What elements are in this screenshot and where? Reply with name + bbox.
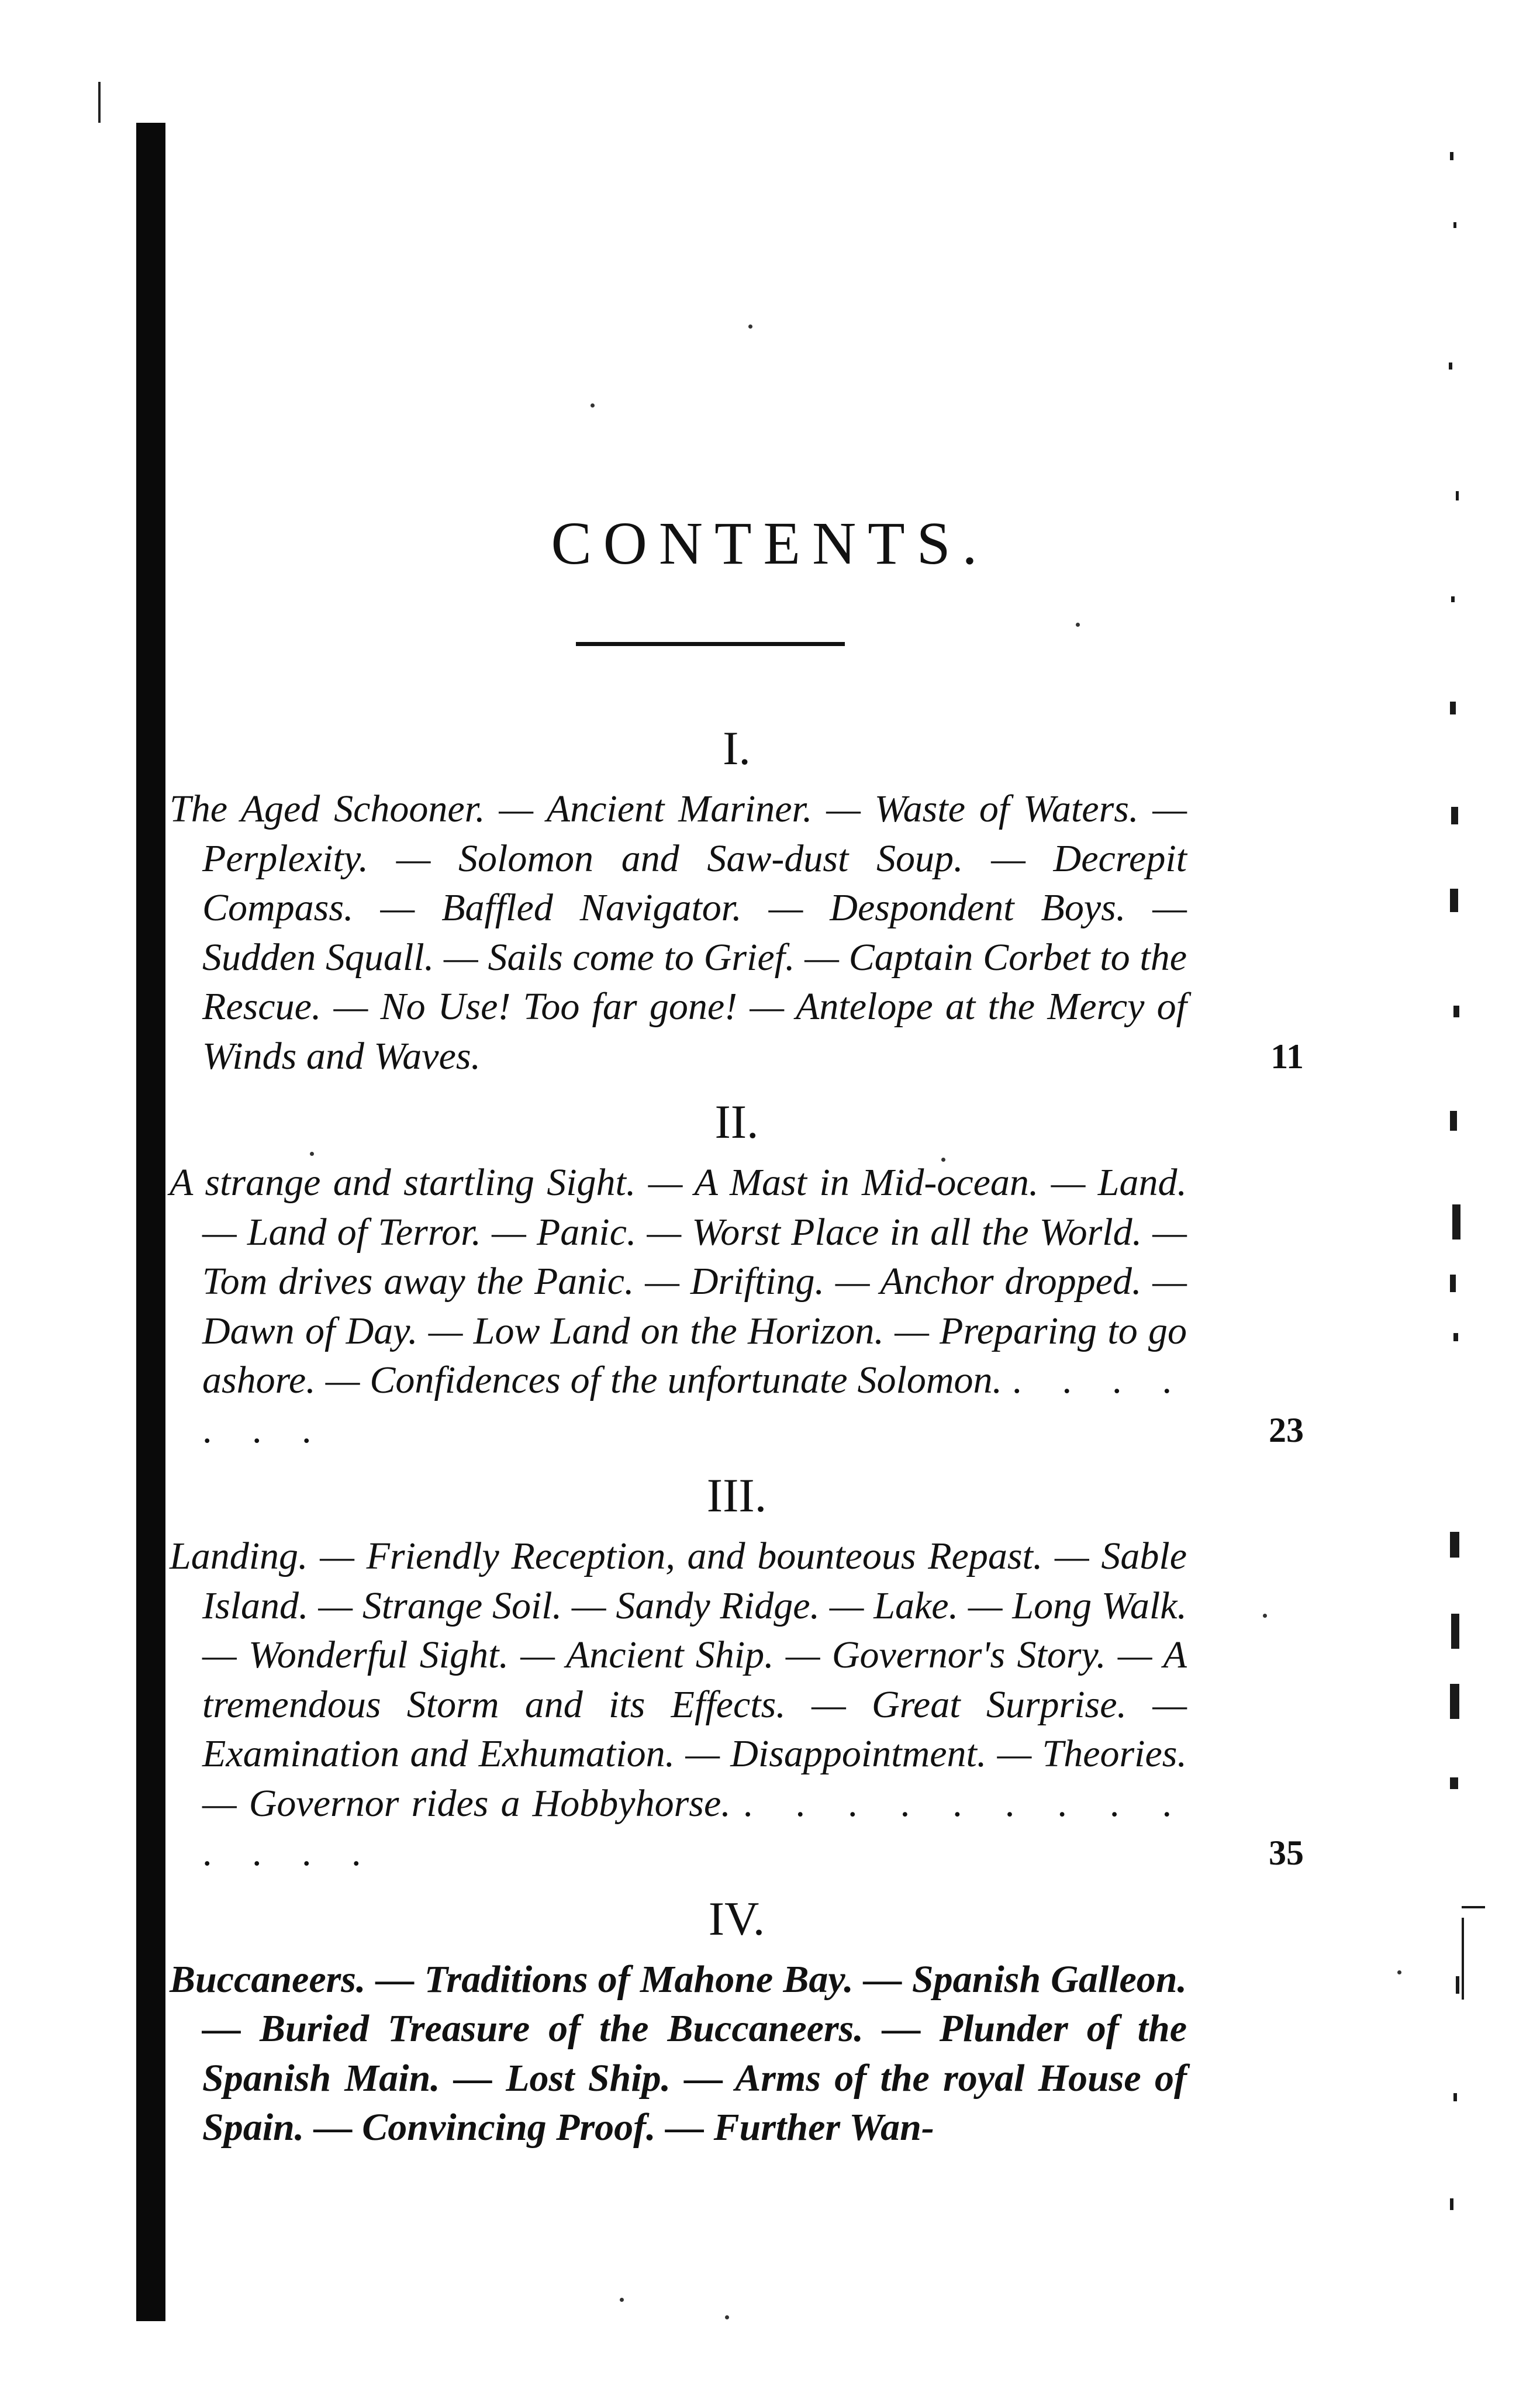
contents-section xyxy=(170,1093,1304,1455)
chapter-synopsis xyxy=(170,1955,1187,2153)
synopsis-text: Buccaneers. — Traditions of Mahone Bay. — Spanish Galleon. — Buried Treasure of the Buccaneers. — Plunder of the Spanish Main. — Lost Ship. — Arms of the royal House of Spain. — Convincing Proof. — Further Wan- xyxy=(170,1957,1187,2149)
synopsis-text: The Aged Schooner. — Ancient Mariner. — Waste of Waters. — Perplexity. — Solomon and Saw-dust Soup. — Decrepit Compass. — Baffled Navigator. — Despondent Boys. — Sudden Squall. — Sails come to Grief. — Captain Corbet to the Rescue. — No Use! Too far gone! — Antelope at the Mercy of Winds and Waves. xyxy=(170,788,1187,1078)
page-number: 35 xyxy=(1269,1834,1304,1872)
contents-list xyxy=(170,719,1304,2164)
chapter-numeral: IV. xyxy=(708,1891,765,1945)
chapter-synopsis xyxy=(170,785,1304,1081)
paper-speck xyxy=(725,2315,729,2319)
binding-edge-mark xyxy=(98,82,101,123)
page-title: CONTENTS. xyxy=(551,510,989,577)
chapter-numeral: II. xyxy=(714,1095,759,1148)
title-rule xyxy=(576,642,845,646)
dot-leaders: . . . . . . . . . . . . . xyxy=(202,1781,1187,1874)
binding-shadow xyxy=(136,123,165,2321)
paper-speck xyxy=(1076,623,1080,627)
page-fore-edge xyxy=(1432,117,1479,2280)
chapter-synopsis xyxy=(170,1532,1304,1878)
contents-section xyxy=(170,719,1304,1081)
chapter-numeral: III. xyxy=(706,1469,767,1522)
page-number: 23 xyxy=(1269,1410,1304,1449)
paper-speck xyxy=(748,324,752,329)
synopsis-text: Landing. — Friendly Reception, and bounteous Repast. — Sable Island. — Strange Soil. — Sandy Ridge. — Lake. — Long Walk. — Wonderful Sight. — Ancient Ship. — Governor's Story. — A tremendous Storm and its Effects. — Great Surprise. — Examination and Exhumation. — Disappointment. — Theories. — Governor rides a Hobbyhorse. xyxy=(170,1535,1187,1825)
paper-speck xyxy=(591,403,595,408)
contents-section xyxy=(170,1890,1280,2153)
paper-speck xyxy=(1397,1970,1401,1974)
chapter-synopsis xyxy=(170,1158,1304,1455)
dot-leaders: . . . . . . . xyxy=(202,1359,1187,1451)
chapter-numeral: I. xyxy=(723,721,751,775)
synopsis-text: A strange and startling Sight. — A Mast in Mid-ocean. — Land. — Land of Terror. — Panic. — Worst Place in all the World. — Tom drives away the Panic. — Drifting. — Anchor dropped. — Dawn of Day. — Low Land on the Horizon. — Preparing to go ashore. — Confidences of the unfortunate Solomon. xyxy=(170,1161,1187,1401)
contents-section xyxy=(170,1466,1304,1878)
page-number: 11 xyxy=(1270,1037,1304,1076)
paper-speck xyxy=(620,2298,624,2302)
